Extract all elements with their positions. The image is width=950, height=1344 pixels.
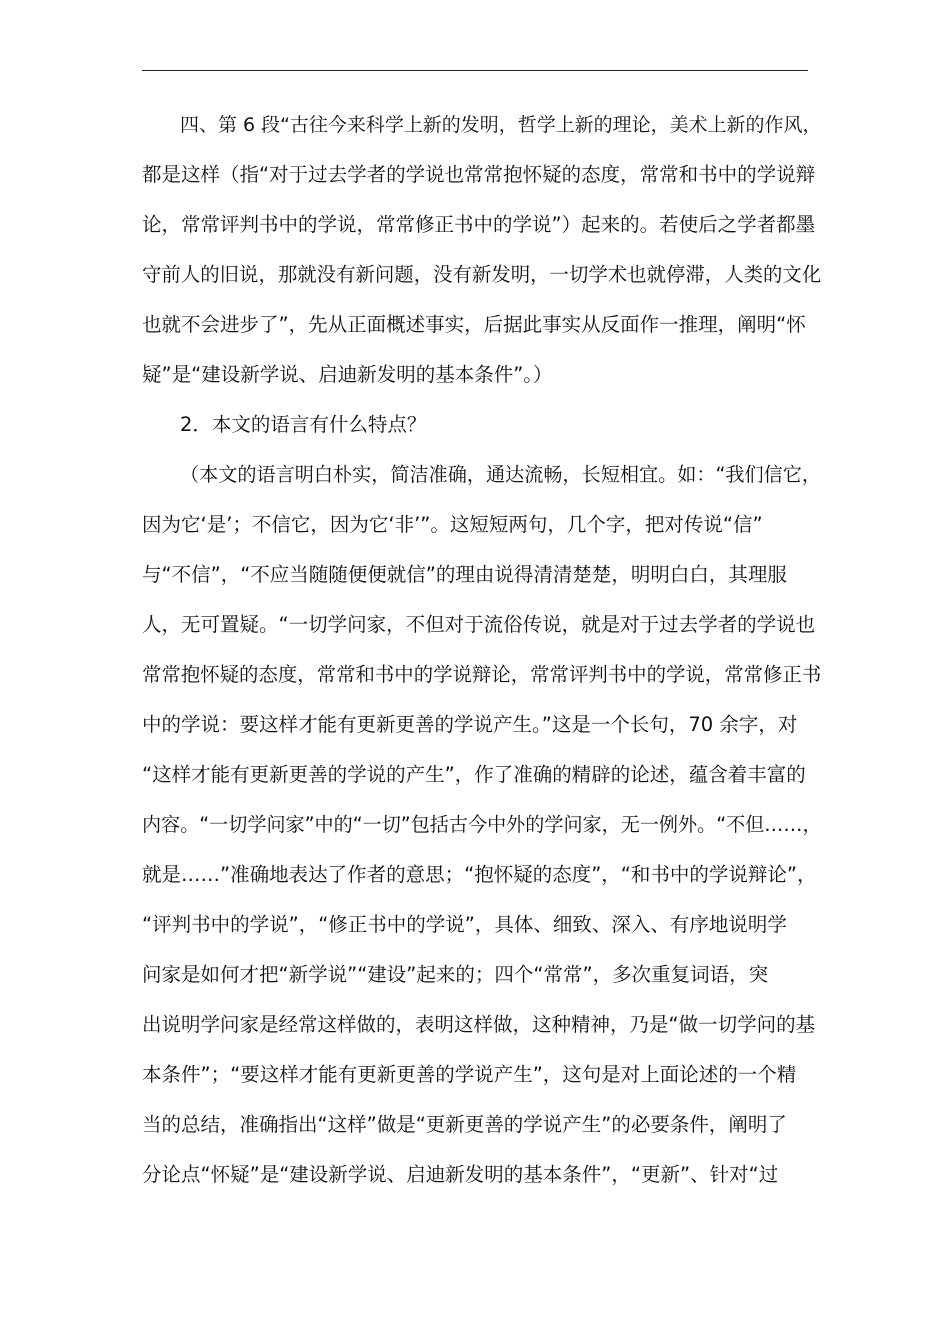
document-body (142, 100, 822, 1200)
question-2 (142, 400, 822, 450)
text-line: 本条件”；“要这样才能有更新更善的学说产生”，这句是对上面论述的一个精 (142, 1063, 797, 1086)
text-line: “评判书中的学说”，“修正书中的学说”，具体、细致、深入、有序地说明学 (142, 913, 787, 936)
text-line: 四、第 6 段“古往今来科学上新的发明，哲学上新的理论，美术上新的作风， (180, 114, 822, 136)
text-line: 因为它‘是’；不信它，因为它‘非’”。这短短两句，几个字，把对传说“信” (142, 513, 763, 536)
text-line: 就是……”准确地表达了作者的意思；“抱怀疑的态度”，“和书中的学说辩论”， (142, 863, 817, 886)
text-line: 人，无可置疑。“一切学问家，不但对于流俗传说，就是对于过去学者的学说也 (142, 613, 816, 636)
paragraph-1 (142, 100, 822, 400)
text-line: 常常抱怀疑的态度，常常和书中的学说辩论，常常评判书中的学说，常常修正书 (142, 663, 822, 686)
text-line: 内容。“一切学问家”中的“一切”包括古今中外的学问家，无一例外。“不但……， (142, 813, 822, 836)
text-line: “这样才能有更新更善的学说的产生”，作了准确的精辟的论述，蕴含着丰富的 (142, 763, 806, 786)
text-line: 也就不会进步了”，先从正面概述事实，后据此事实从反面作一推理，阐明“怀 (142, 313, 806, 336)
text-line: 问家是如何才把“新学说”“建设”起来的；四个“常常”，多次重复词语，突 (142, 963, 769, 986)
text-line: 分论点“怀疑”是“建设新学说、启迪新发明的基本条件”，“更新”、针对“过 (142, 1163, 779, 1186)
text-line: 疑”是“建设新学说、启迪新发明的基本条件”。） (142, 363, 553, 386)
text-line: 与“不信”，“不应当随随便便就信”的理由说得清清楚楚，明明白白，其理服 (142, 563, 787, 586)
text-line: 都是这样（指“对于过去学者的学说也常常抱怀疑的态度，常常和书中的学说辩 (142, 163, 816, 186)
text-line: 守前人的旧说，那就没有新问题，没有新发明，一切学术也就停滞，人类的文化 (142, 263, 822, 286)
text-line: 当的总结，准确指出“这样”做是“更新更善的学说产生”的必要条件，阐明了 (142, 1113, 787, 1136)
text-line: 中的学说：要这样才能有更新更善的学说产生。”这是一个长句，70 余字，对 (142, 713, 798, 736)
header-rule (142, 70, 808, 71)
text-line: 出说明学问家是经常这样做的，表明这样做，这种精神，乃是“做一切学问的基 (142, 1013, 816, 1036)
paragraph-2 (142, 450, 822, 1200)
question-text: 2．本文的语言有什么特点？ (180, 413, 427, 436)
text-line: 论，常常评判书中的学说，常常修正书中的学说”）起来的。若使后之学者都墨 (142, 213, 816, 236)
text-line: （本文的语言明白朴实，简洁准确，通达流畅，长短相宜。如：“我们信它， (180, 463, 822, 486)
